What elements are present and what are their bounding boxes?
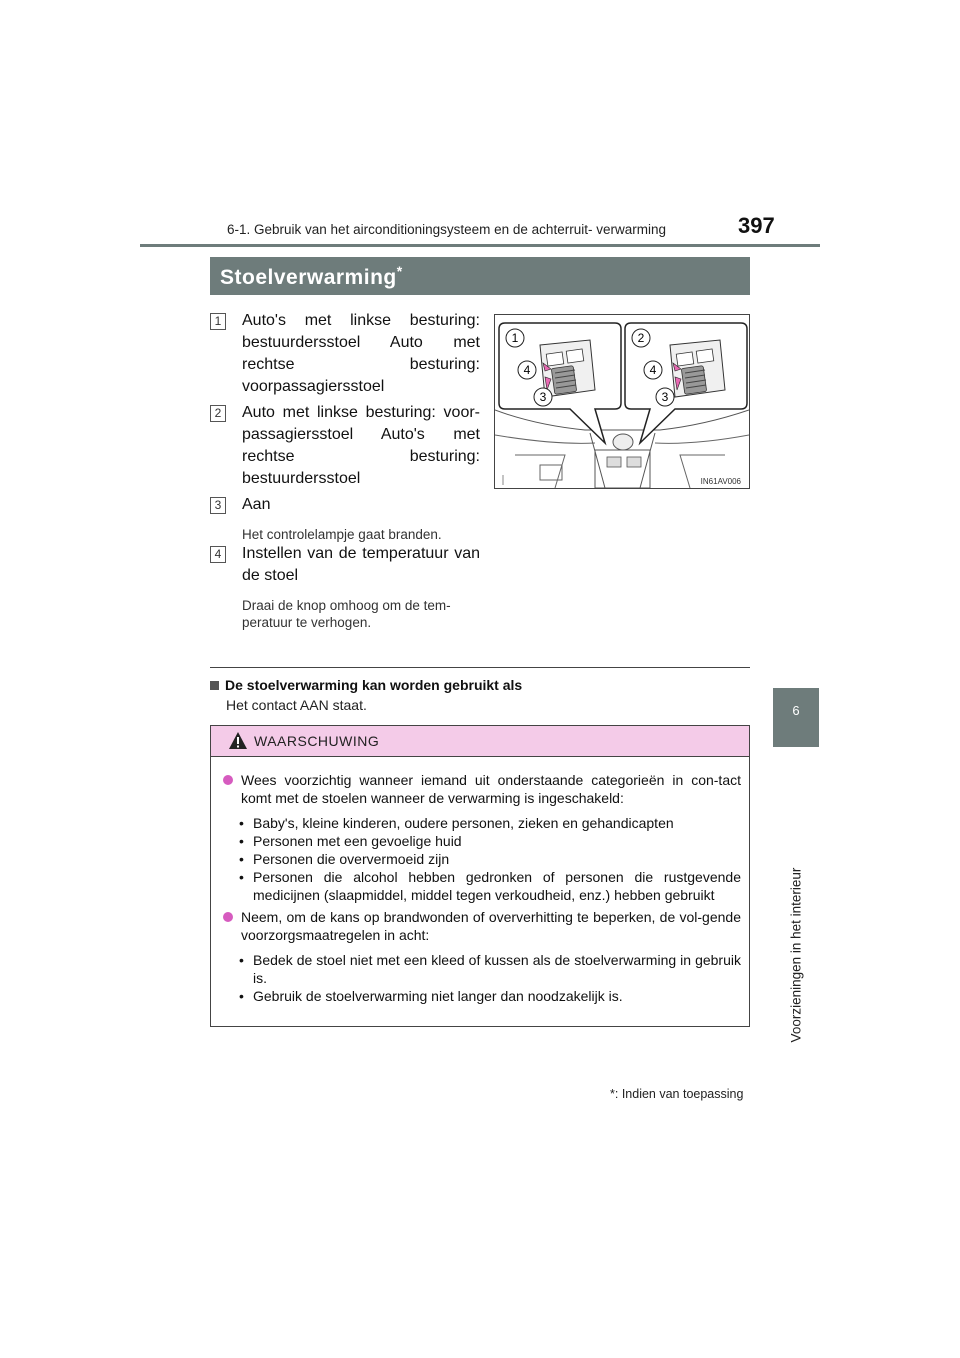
warning-box xyxy=(210,725,750,1027)
chapter-side-label: Voorzieningen in het interieur xyxy=(788,867,804,1043)
svg-text:4: 4 xyxy=(649,363,657,377)
sub-item-text: Gebruik de stoelverwarming niet langer dan noodzakelijk is. xyxy=(253,988,623,1004)
item-text: Aan xyxy=(242,496,271,513)
svg-text:2: 2 xyxy=(637,331,645,345)
list-item: • Personen die alcohol hebben gedronken of personen die rustgevende medicijnen (slaapmiddel, middel tegen verkoudheid, enz.) hebben gebruikt xyxy=(239,869,741,903)
item-number: 1 xyxy=(210,313,226,330)
item-text: Auto's met linkse besturing: bestuurdersstoel Auto met rechtse besturing: voorpassagiersstoel xyxy=(242,312,480,395)
warning-bullet-text: Neem, om de kans op brandwonden of oververhitting te beperken, de vol-gende voorzorgsmaatregelen in acht: xyxy=(241,909,741,943)
seat-heater-illustration xyxy=(494,314,750,489)
item-number: 3 xyxy=(210,497,226,514)
warning-header xyxy=(211,726,749,757)
section-divider xyxy=(210,667,750,668)
svg-text:3: 3 xyxy=(539,390,547,404)
item-subtext: Het controlelampje gaat branden. xyxy=(242,527,442,542)
list-item: • Personen die oververmoeid zijn xyxy=(239,851,450,867)
list-item: • Personen met een gevoelige huid xyxy=(239,833,462,849)
sub-item-text: Personen die oververmoeid zijn xyxy=(253,851,450,867)
svg-text:1: 1 xyxy=(511,331,519,345)
note-heading xyxy=(210,677,522,693)
footnote xyxy=(610,1087,743,1101)
chapter-tab[interactable]: 6 xyxy=(773,688,819,747)
footnote-symbol: * xyxy=(610,1087,615,1101)
note-heading-text: De stoelverwarming kan worden gebruikt als xyxy=(225,677,523,693)
svg-text:3: 3 xyxy=(661,390,669,404)
header-divider xyxy=(140,244,820,247)
list-item-1 xyxy=(210,310,480,398)
list-item: • Gebruik de stoelverwarming niet langer dan noodzakelijk is. xyxy=(239,988,623,1004)
section-title xyxy=(210,257,750,295)
warning-sublist xyxy=(223,814,741,904)
warning-title: WAARSCHUWING xyxy=(254,733,380,749)
list-item: • Bedek de stoel niet met een kleed of kussen als de stoelverwarming in gebruik is. xyxy=(239,952,741,986)
svg-text:4: 4 xyxy=(523,363,531,377)
sub-item-text: Personen die alcohol hebben gedronken of personen die rustgevende medicijnen (slaapmiddel, middel tegen verkoudheid, enz.) hebben gebruikt xyxy=(253,869,741,903)
warning-sublist xyxy=(223,951,741,1005)
note-body: Het contact AAN staat. xyxy=(226,697,367,713)
section-asterisk: * xyxy=(396,263,403,279)
sub-item-text: Baby's, kleine kinderen, oudere personen, zieken en gehandicapten xyxy=(253,815,674,831)
chapter-header: 6-1. Gebruik van het airconditioningsysteem en de achterruit- verwarming xyxy=(227,222,666,237)
item-number: 4 xyxy=(210,546,226,563)
bullet-dot-icon xyxy=(223,912,233,922)
list-item-2 xyxy=(210,402,480,490)
item-number: 2 xyxy=(210,405,226,422)
warning-bullet xyxy=(223,771,741,807)
bullet-dot-icon xyxy=(223,775,233,785)
list-item-4 xyxy=(210,543,480,631)
warning-bullet-text: Wees voorzichtig wanneer iemand uit onderstaande categorieën in con-tact komt met de stoelen wanneer de verwarming is ingeschakeld: xyxy=(241,772,741,806)
warning-triangle-icon xyxy=(228,731,248,750)
sub-item-text: Personen met een gevoelige huid xyxy=(253,833,462,849)
warning-bullet xyxy=(223,908,741,944)
sub-item-text: Bedek de stoel niet met een kleed of kussen als de stoelverwarming in gebruik is. xyxy=(253,952,741,986)
section-title-text: Stoelverwarming xyxy=(220,266,397,289)
list-item-3 xyxy=(210,494,480,543)
footnote-text: : Indien van toepassing xyxy=(614,1087,744,1101)
item-text: Instellen van de temperatuur van de stoel xyxy=(242,545,480,584)
item-subtext: Draai de knop omhoog om de tem-peratuur te verhogen. xyxy=(242,598,451,630)
warning-content xyxy=(211,757,749,1005)
item-text: Auto met linkse besturing: voor-passagiersstoel Auto's met rechtse besturing: bestuurdersstoel xyxy=(242,404,480,487)
square-bullet-icon xyxy=(210,681,219,690)
figure-code: IN61AV006 xyxy=(700,477,741,486)
list-item: • Baby's, kleine kinderen, oudere personen, zieken en gehandicapten xyxy=(239,815,674,831)
page-number: 397 xyxy=(738,213,775,238)
